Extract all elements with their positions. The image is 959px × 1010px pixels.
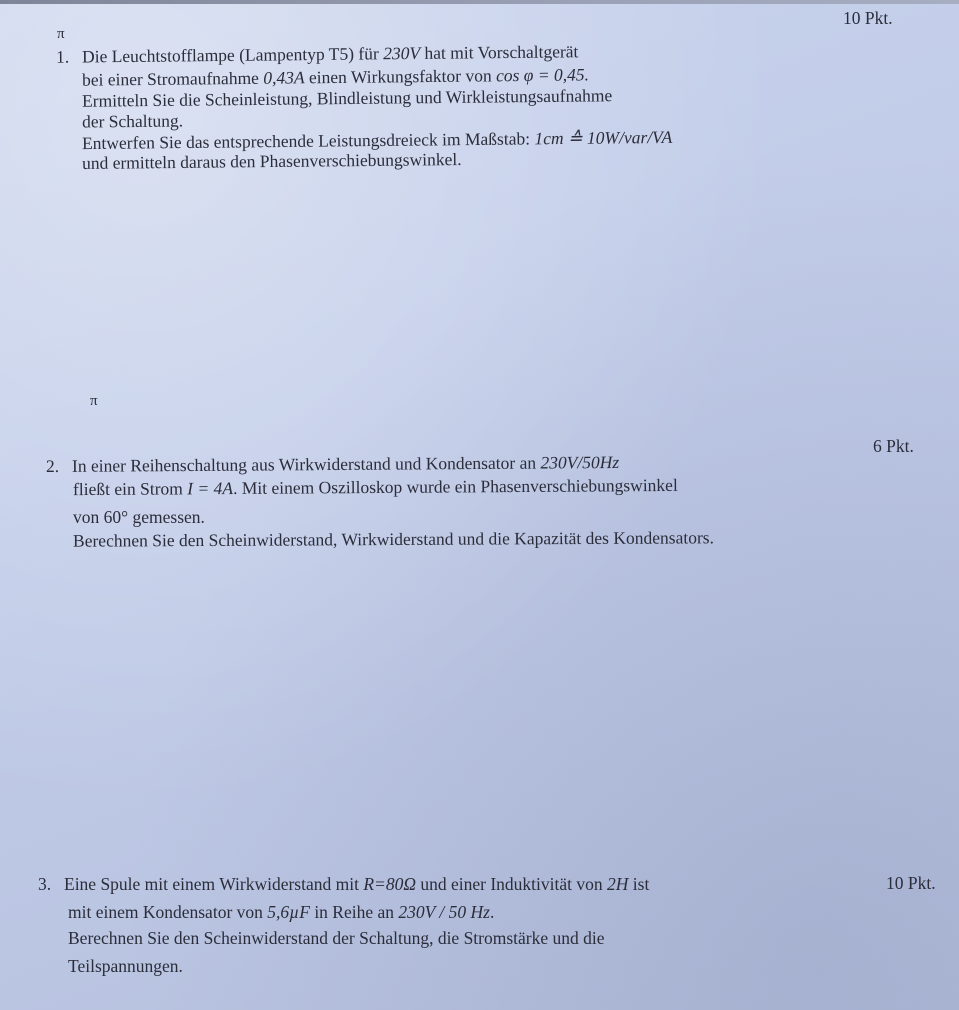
task3-line-3: Berechnen Sie den Scheinwiderstand der Schaltung, die Stromstärke und die [68,928,605,948]
task1-line-5: Entwerfen Sie das entsprechende Leistungsdreieck im Maßstab: 1cm ≙ 10W/var/VA [81,126,673,154]
task1-line-3: Ermitteln Sie die Scheinleistung, Blindleistung und Wirkleistungsaufnahme [81,85,613,111]
task3-points: 10 Pkt. [886,873,936,893]
task2-line-2: fließt ein Strom I = 4A. Mit einem Oszilloskop wurde ein Phasenverschiebungswinkel [72,474,678,500]
task3-line-2: mit einem Kondensator von 5,6µF in Reihe an 230V / 50 Hz. [68,902,495,922]
task1-line-2: bei einer Stromaufnahme 0,43A einen Wirkungsfaktor von cos φ = 0,45. [81,64,590,90]
pi-mark-2: π [90,393,98,409]
page-top-edge [0,0,959,4]
task2-line-1: 2. In einer Reihenschaltung aus Wirkwiderstand und Kondensator an 230V/50Hz [45,451,620,477]
task1-line-6: und ermitteln daraus den Phasenverschiebungswinkel. [81,149,462,173]
task2-number: 2. [45,455,60,477]
task1-number: 1. [55,46,70,67]
task3-line-4: Teilspannungen. [68,956,183,976]
task2-line-4: Berechnen Sie den Scheinwiderstand, Wirkwiderstand und die Kapazität des Kondensators. [72,527,715,551]
pi-mark-1: π [57,26,65,42]
task2-points: 6 Pkt. [873,436,914,456]
task1-line-4: der Schaltung. [81,110,184,132]
task3-number: 3. [38,874,52,894]
task2-line-3: von 60° gemessen. [73,507,205,527]
task3-line-1: 3. Eine Spule mit einem Wirkwiderstand mit R=80Ω und einer Induktivität von 2H ist [38,874,650,894]
task1-line-1: 1. Die Leuchtstofflampe (Lampentyp T5) für 230V hat mit Vorschaltgerät [55,41,579,67]
task1-points: 10 Pkt. [843,8,893,28]
